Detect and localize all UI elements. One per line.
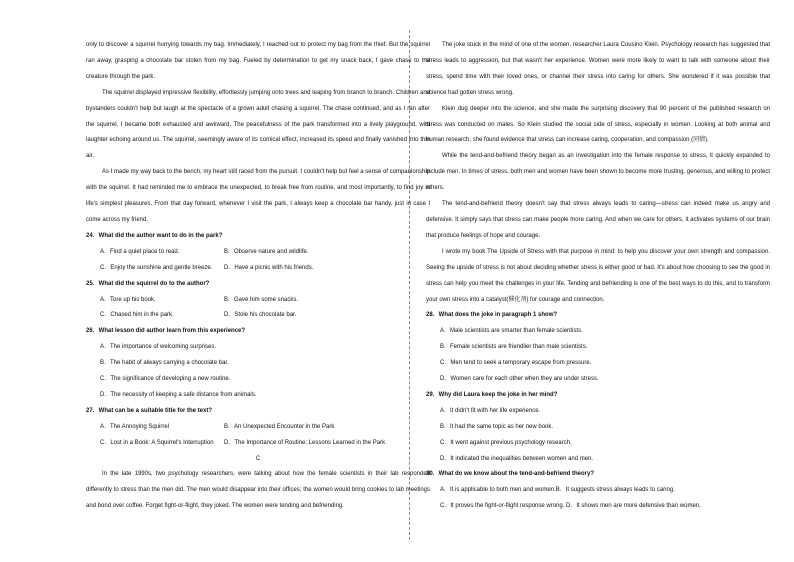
- option-26c[interactable]: C．The significance of developing a new routine.: [100, 376, 231, 383]
- option-29b[interactable]: B．It had the same topic as her new book.: [440, 423, 554, 430]
- story-paragraph: only to discover a squirrel hurrying towards my bag. Immediately, I reached out to protect my bag from the thief. But the squirrel ran away, grasping a chocolate bar stolen from my bag. Fueled by determination to get my snack back, I gave chase to the creature through the park.: [86, 42, 430, 80]
- option-24a[interactable]: A．Find a quiet place to read.: [100, 248, 180, 255]
- option-27d[interactable]: D．The Importance of Routine: Lessons Learned in the Park: [224, 439, 386, 446]
- passage-paragraph: The tend-and-befriend theory doesn't say that stress always leads to caring—stress can indeed make us angry and defensive. It simply says that stress can make people more caring. And when we care for others, it activates systems of our brain that produce feelings of hope and courage.: [426, 201, 770, 239]
- question-24: 24．What did the author want to do in the park?: [86, 232, 223, 239]
- option-28c[interactable]: C．Men tend to seek a temporary escape from pressure.: [440, 360, 592, 367]
- option-24d[interactable]: D．Have a picnic with his friends.: [224, 264, 314, 271]
- story-paragraph: As I made my way back to the bench, my heart still raced from the pursuit. I couldn't help but feel a sense of companionship with the squirrel. It had reminded me to embrace the unexpected, to break free from routine, and most importantly, to find joy in life's simplest pleasures. From that day forward, whenever I visit the park, I always keep a chocolate bar handy, just in case I come across my friend.: [86, 169, 430, 223]
- option-27c[interactable]: C．Lost in a Book: A Squirrel's Interruption: [100, 439, 214, 446]
- option-29c[interactable]: C．It went against previous psychology research.: [440, 439, 572, 446]
- passage-paragraph: Klein dug deeper into the science, and she made the surprising discovery that 90 percent of the published research on stress was conducted on males. So Klein studied the social side of stress, especially in women. Looking at both animal and human research, she found evidence that stress can increase caring, cooperation, and compassion (同情).: [426, 105, 770, 144]
- option-26a[interactable]: A．The importance of welcoming surprises.: [100, 344, 217, 351]
- option-29a[interactable]: A．It didn't fit with her life experience.: [440, 407, 541, 414]
- question-25: 25．What did the squirrel do to the author?: [86, 280, 210, 287]
- right-column: [426, 38, 770, 515]
- option-24c[interactable]: C．Enjoy the sunshine and gentle breeze.: [100, 264, 213, 271]
- option-28d[interactable]: D．Women care for each other when they are under stress.: [440, 376, 599, 383]
- option-27a[interactable]: A．The Annoying Squirrel: [100, 423, 170, 430]
- question-28: 28．What does the joke in paragraph 1 show?: [426, 312, 558, 319]
- question-26: 26．What lesson did author learn from this experience?: [86, 328, 246, 335]
- option-27b[interactable]: B．An Unexpected Encounter in the Park: [224, 423, 335, 430]
- question-30: 30．What do we know about the tend-and-befriend theory?: [426, 471, 595, 478]
- option-30cd[interactable]: C．It proves the fight-or-flight response wrong. D．It shows men are more defensive than women.: [440, 503, 701, 510]
- question-27: 27．What can be a suitable title for the text?: [86, 407, 213, 414]
- option-25a[interactable]: A．Tore up his book.: [100, 296, 156, 303]
- passage-paragraph: While the tend-and-befriend theory began as an investigation into the female response to stress, it quickly expanded to include men. In times of stress, both men and women have been shown to become more trusting, generous, and willing to protect others.: [426, 153, 770, 192]
- option-26d[interactable]: D．The necessity of keeping a safe distance from animals.: [100, 391, 257, 398]
- option-25d[interactable]: D．Stole his chocolate bar.: [224, 312, 297, 319]
- question-29: 29．Why did Laura keep the joke in her mind?: [426, 391, 558, 398]
- option-25c[interactable]: C．Chased him in the park.: [100, 312, 174, 319]
- option-30ab[interactable]: A．It is applicable to both men and women.B．It suggests stress always leads to caring.: [440, 487, 675, 494]
- option-28b[interactable]: B．Female scientists are friendlier than male scientists.: [440, 344, 588, 351]
- option-26b[interactable]: B．The habit of always carrying a chocolate bar.: [100, 360, 229, 367]
- passage-paragraph: I wrote my book The Upside of Stress with that purpose in mind: to help you discover your own strength and compassion. Seeing the upside of stress is not about deciding whether stress is either good or bad. It's about how choosing to see the good in stress can help you meet the challenges in your life. Tending and befriending is one of the best ways to do this, and to transform your own stress into a catalyst(催化剂) for courage and connection.: [426, 248, 770, 303]
- passage-c-paragraph: In the late 1990s, two psychology researchers, were talking about how the female scientists in their lab responded differently to stress than the men did. The men would disappear into their offices; the women would bring cookies to lab meetings and bond over coffee. Forget fight-or-flight, they joked. The women were tending and befriending.: [86, 471, 430, 510]
- option-28a[interactable]: A．Male scientists are smarter than female scientists.: [440, 328, 583, 335]
- passage-paragraph: The joke stuck in the mind of one of the women, researcher Laura Cousino Klein. Psychology research has suggested that stress leads to aggression, but that wasn't her experience. Women were more likely to want to talk with someone about their stress, spend time with their loved ones, or channel their stress into caring for others. She wondered if it was possible that science had gotten stress wrong.: [426, 42, 770, 96]
- story-paragraph: The squirrel displayed impressive flexibility, effortlessly jumping onto trees and leaping from branch to branch. Children and bystanders couldn't help but laugh at the spectacle of a grown adult chasing a squirrel. The chase continued, and as I ran after the squirrel, I became both exhausted and awkward. The peacefulness of the park transformed into a lively playground, with laughter echoing around us. The squirrel, seemingly aware of its comical effect, increased its speed and finally vanished into thin air.: [86, 89, 430, 160]
- option-25b[interactable]: B．Gave him some snacks.: [224, 296, 299, 303]
- section-label: C: [255, 455, 261, 462]
- option-29d[interactable]: D．It indicated the inequalities between women and men.: [440, 455, 594, 462]
- left-column: [86, 38, 430, 515]
- option-24b[interactable]: B．Observe nature and wildlife.: [224, 248, 309, 255]
